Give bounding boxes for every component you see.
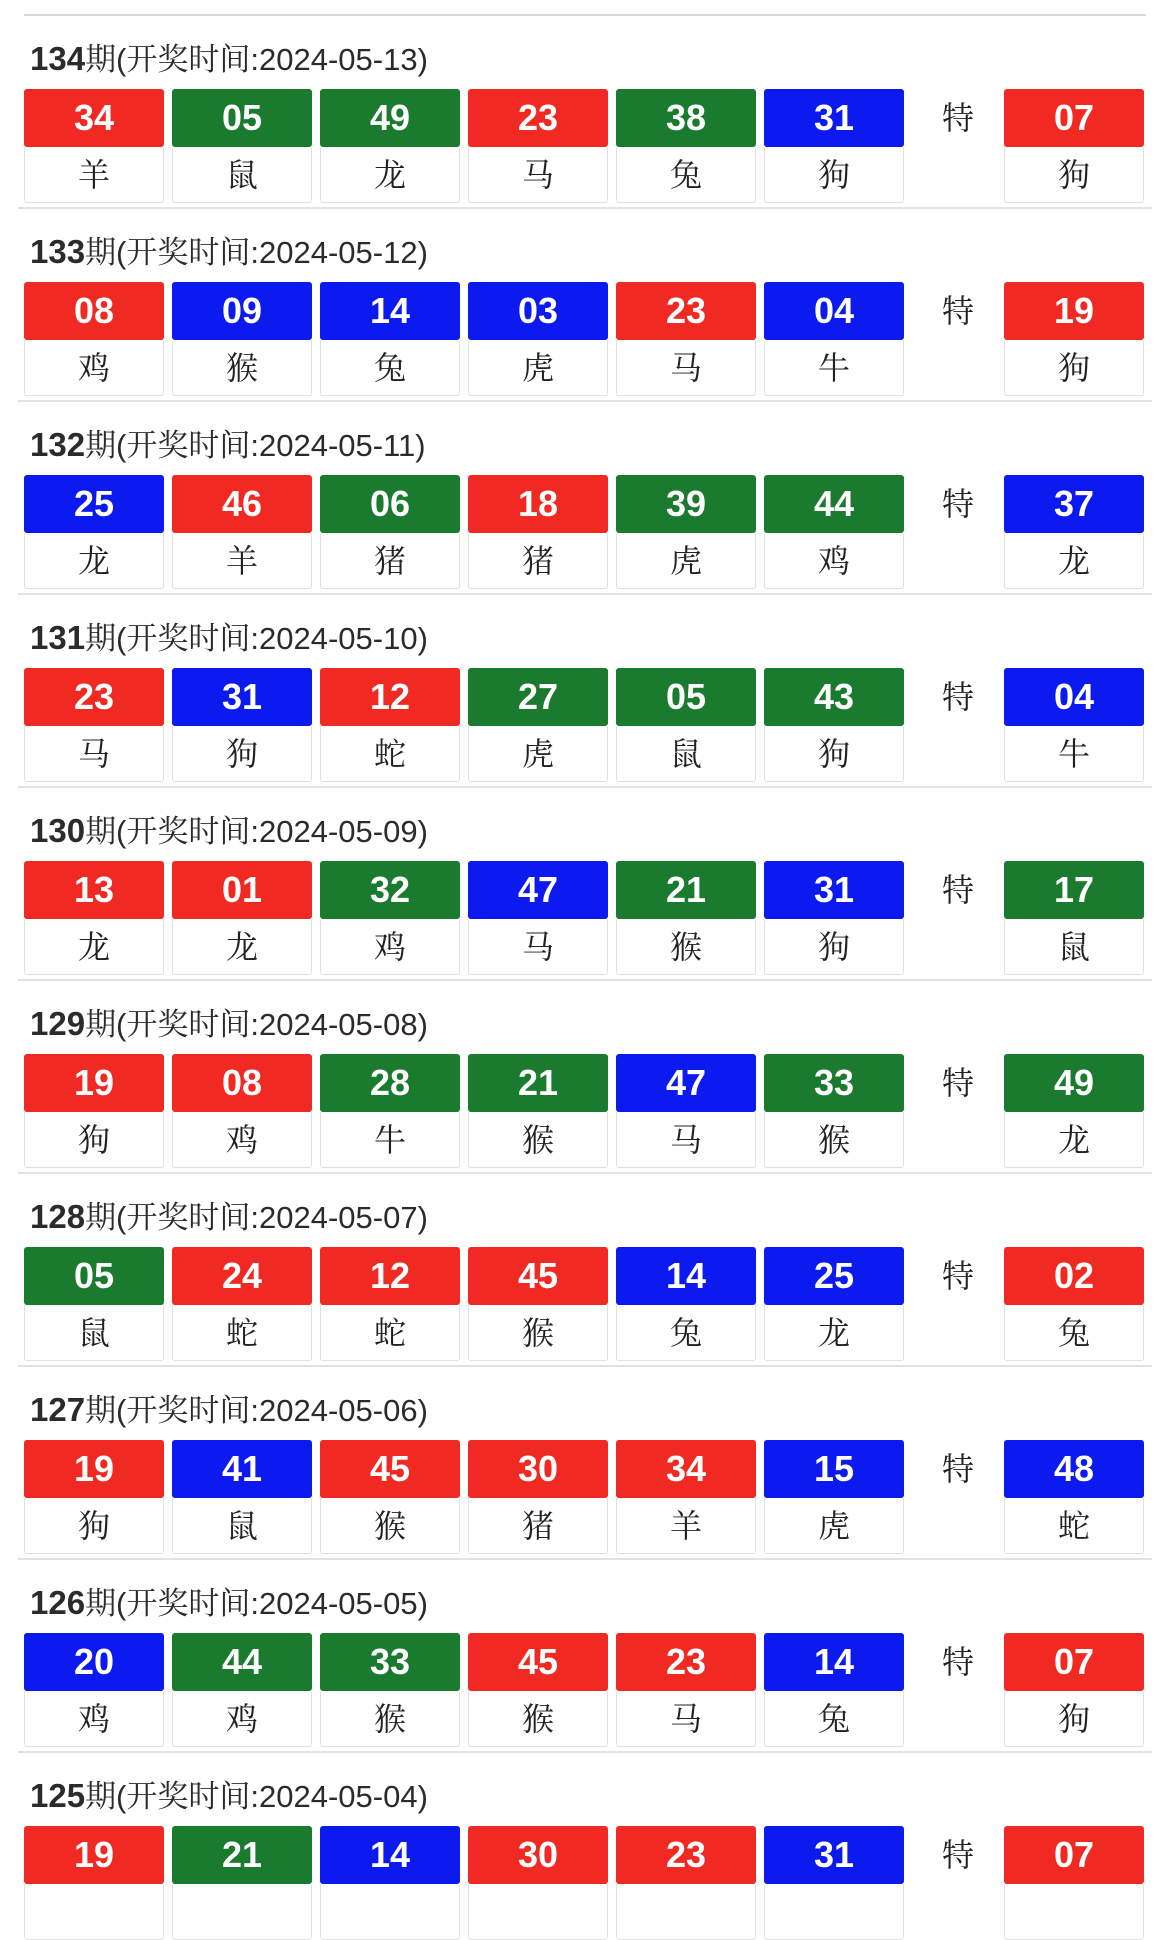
ball-zodiac: 龙 — [172, 919, 312, 975]
ball-number: 28 — [320, 1054, 460, 1112]
ball-zodiac: 鼠 — [172, 147, 312, 203]
draw-row — [18, 89, 1152, 203]
ball-zodiac: 狗 — [764, 919, 904, 975]
number-ball — [320, 1247, 460, 1361]
draw-title — [18, 1753, 1152, 1826]
ball-number: 46 — [172, 475, 312, 533]
ball-number: 09 — [172, 282, 312, 340]
number-ball — [24, 1054, 164, 1168]
draw-row — [18, 282, 1152, 396]
number-ball — [616, 1633, 756, 1747]
special-ball-number: 19 — [1004, 282, 1144, 340]
ball-zodiac: 兔 — [764, 1691, 904, 1747]
number-ball — [172, 1826, 312, 1940]
number-ball — [172, 89, 312, 203]
ball-zodiac: 猪 — [468, 533, 608, 589]
number-ball — [616, 1440, 756, 1554]
special-ball-zodiac: 龙 — [1004, 533, 1144, 589]
draw-block — [18, 1753, 1152, 1875]
ball-zodiac: 蛇 — [172, 1305, 312, 1361]
special-ball-number: 02 — [1004, 1247, 1144, 1305]
ball-number: 24 — [172, 1247, 312, 1305]
special-number-ball — [1004, 475, 1144, 589]
ball-zodiac: 马 — [616, 340, 756, 396]
ball-zodiac: 蛇 — [320, 1305, 460, 1361]
special-ball-number: 49 — [1004, 1054, 1144, 1112]
ball-zodiac: 猪 — [320, 533, 460, 589]
draw-title — [18, 595, 1152, 668]
ball-number: 31 — [764, 1826, 904, 1884]
ball-zodiac: 虎 — [616, 533, 756, 589]
draw-date-text: 期(开奖时间:2024-05-08) — [85, 1007, 428, 1042]
ball-zodiac: 猴 — [468, 1691, 608, 1747]
number-ball — [172, 1247, 312, 1361]
number-ball — [764, 1633, 904, 1747]
number-ball — [24, 282, 164, 396]
ball-zodiac: 兔 — [616, 147, 756, 203]
draw-date-text: 期(开奖时间:2024-05-12) — [85, 235, 428, 270]
ball-number: 34 — [616, 1440, 756, 1498]
ball-zodiac: 蛇 — [320, 726, 460, 782]
ball-number: 12 — [320, 1247, 460, 1305]
special-ball-zodiac: 牛 — [1004, 726, 1144, 782]
draw-issue-number: 127 — [30, 1391, 86, 1428]
number-ball — [172, 1440, 312, 1554]
ball-number: 30 — [468, 1826, 608, 1884]
number-ball — [468, 282, 608, 396]
ball-zodiac: 牛 — [320, 1112, 460, 1168]
ball-zodiac: 兔 — [320, 340, 460, 396]
number-ball — [764, 1247, 904, 1361]
ball-number: 33 — [320, 1633, 460, 1691]
ball-zodiac: 虎 — [764, 1498, 904, 1554]
ball-number: 18 — [468, 475, 608, 533]
number-ball — [320, 861, 460, 975]
number-ball — [172, 1633, 312, 1747]
number-ball — [468, 1247, 608, 1361]
draw-block — [18, 788, 1152, 981]
special-number-ball — [1004, 1247, 1144, 1361]
draw-title — [18, 788, 1152, 861]
draw-issue-number: 125 — [30, 1777, 86, 1814]
ball-zodiac: 鼠 — [172, 1498, 312, 1554]
draw-block — [18, 1560, 1152, 1753]
special-number-ball — [1004, 1054, 1144, 1168]
ball-number: 49 — [320, 89, 460, 147]
ball-number: 45 — [468, 1633, 608, 1691]
number-ball — [24, 1633, 164, 1747]
ball-number: 31 — [764, 861, 904, 919]
draw-row — [18, 1247, 1152, 1361]
number-ball — [172, 861, 312, 975]
ball-number: 05 — [616, 668, 756, 726]
ball-zodiac: 鸡 — [24, 340, 164, 396]
ball-zodiac: 龙 — [24, 919, 164, 975]
ball-zodiac: 猴 — [320, 1691, 460, 1747]
ball-number: 21 — [616, 861, 756, 919]
ball-zodiac: 兔 — [616, 1305, 756, 1361]
ball-number: 25 — [764, 1247, 904, 1305]
ball-number: 15 — [764, 1440, 904, 1498]
draw-title — [18, 1367, 1152, 1440]
draw-block — [18, 1174, 1152, 1367]
draw-date-text: 期(开奖时间:2024-05-05) — [85, 1586, 428, 1621]
draw-issue-number: 126 — [30, 1584, 86, 1621]
ball-number: 44 — [764, 475, 904, 533]
ball-number: 14 — [616, 1247, 756, 1305]
ball-zodiac — [616, 1884, 756, 1940]
special-ball-label: 特 — [941, 1258, 974, 1294]
ball-zodiac: 羊 — [172, 533, 312, 589]
number-ball — [764, 1440, 904, 1554]
number-ball — [468, 861, 608, 975]
draw-title — [18, 981, 1152, 1054]
number-ball — [616, 861, 756, 975]
ball-zodiac: 猴 — [616, 919, 756, 975]
ball-zodiac: 狗 — [764, 147, 904, 203]
special-ball-zodiac: 狗 — [1004, 147, 1144, 203]
ball-zodiac: 马 — [468, 919, 608, 975]
ball-zodiac: 龙 — [24, 533, 164, 589]
draw-date-text: 期(开奖时间:2024-05-06) — [85, 1393, 428, 1428]
ball-number: 25 — [24, 475, 164, 533]
ball-zodiac — [468, 1884, 608, 1940]
ball-zodiac: 鸡 — [764, 533, 904, 589]
ball-number: 08 — [172, 1054, 312, 1112]
ball-zodiac: 猴 — [468, 1112, 608, 1168]
special-number-ball — [1004, 668, 1144, 782]
draw-block — [18, 402, 1152, 595]
draw-block — [18, 595, 1152, 788]
special-ball-label: 特 — [941, 1837, 974, 1873]
ball-number: 04 — [764, 282, 904, 340]
ball-number: 12 — [320, 668, 460, 726]
ball-number: 34 — [24, 89, 164, 147]
ball-zodiac: 鼠 — [616, 726, 756, 782]
ball-number: 03 — [468, 282, 608, 340]
draw-row — [18, 668, 1152, 782]
draw-issue-number: 130 — [30, 812, 86, 849]
ball-number: 47 — [616, 1054, 756, 1112]
draw-block — [18, 1367, 1152, 1560]
special-ball-zodiac — [1004, 1884, 1144, 1940]
number-ball — [172, 668, 312, 782]
number-ball — [172, 475, 312, 589]
number-ball — [468, 1054, 608, 1168]
special-number-ball — [1004, 1440, 1144, 1554]
number-ball — [24, 1440, 164, 1554]
draw-date-text: 期(开奖时间:2024-05-10) — [85, 621, 428, 656]
number-ball — [764, 1826, 904, 1940]
draw-date-text: 期(开奖时间:2024-05-07) — [85, 1200, 428, 1235]
draw-date-text: 期(开奖时间:2024-05-04) — [85, 1779, 428, 1814]
ball-zodiac: 鸡 — [172, 1691, 312, 1747]
number-ball — [764, 668, 904, 782]
ball-number: 31 — [764, 89, 904, 147]
draw-title — [18, 402, 1152, 475]
number-ball — [616, 282, 756, 396]
special-number-ball — [1004, 282, 1144, 396]
ball-number: 38 — [616, 89, 756, 147]
ball-zodiac — [172, 1884, 312, 1940]
draw-row — [18, 861, 1152, 975]
ball-number: 21 — [468, 1054, 608, 1112]
number-ball — [764, 861, 904, 975]
ball-zodiac: 羊 — [616, 1498, 756, 1554]
ball-number: 19 — [24, 1826, 164, 1884]
ball-zodiac: 狗 — [764, 726, 904, 782]
draw-issue-number: 128 — [30, 1198, 86, 1235]
ball-number: 14 — [764, 1633, 904, 1691]
ball-number: 06 — [320, 475, 460, 533]
number-ball — [320, 475, 460, 589]
ball-number: 45 — [320, 1440, 460, 1498]
ball-number: 23 — [616, 282, 756, 340]
draw-block — [18, 209, 1152, 402]
number-ball — [468, 475, 608, 589]
special-ball-label: 特 — [941, 679, 974, 715]
ball-zodiac: 狗 — [172, 726, 312, 782]
ball-zodiac: 猴 — [468, 1305, 608, 1361]
number-ball — [172, 1054, 312, 1168]
special-ball-label: 特 — [941, 486, 974, 522]
number-ball — [468, 668, 608, 782]
special-ball-number: 07 — [1004, 1826, 1144, 1884]
draw-row — [18, 1440, 1152, 1554]
number-ball — [468, 89, 608, 203]
special-ball-label: 特 — [941, 1644, 974, 1680]
draw-issue-number: 132 — [30, 426, 86, 463]
draw-issue-number: 129 — [30, 1005, 86, 1042]
ball-zodiac — [764, 1884, 904, 1940]
draw-block — [18, 981, 1152, 1174]
number-ball — [24, 1247, 164, 1361]
ball-zodiac: 猪 — [468, 1498, 608, 1554]
number-ball — [764, 282, 904, 396]
special-ball-label: 特 — [941, 100, 974, 136]
ball-zodiac: 马 — [24, 726, 164, 782]
draw-date-text: 期(开奖时间:2024-05-11) — [85, 428, 426, 463]
ball-zodiac: 羊 — [24, 147, 164, 203]
special-ball-number: 07 — [1004, 89, 1144, 147]
number-ball — [616, 1054, 756, 1168]
draw-issue-number: 131 — [30, 619, 86, 656]
ball-number: 44 — [172, 1633, 312, 1691]
draw-list — [18, 16, 1152, 1875]
draw-row — [18, 475, 1152, 589]
special-ball-label: 特 — [941, 293, 974, 329]
ball-number: 23 — [616, 1826, 756, 1884]
number-ball — [468, 1826, 608, 1940]
ball-number: 45 — [468, 1247, 608, 1305]
number-ball — [24, 89, 164, 203]
ball-number: 47 — [468, 861, 608, 919]
number-ball — [320, 282, 460, 396]
ball-number: 01 — [172, 861, 312, 919]
ball-number: 05 — [24, 1247, 164, 1305]
special-ball-label: 特 — [941, 1065, 974, 1101]
ball-number: 13 — [24, 861, 164, 919]
number-ball — [320, 1054, 460, 1168]
number-ball — [320, 1826, 460, 1940]
draw-block — [18, 16, 1152, 209]
number-ball — [320, 1633, 460, 1747]
ball-zodiac: 牛 — [764, 340, 904, 396]
ball-zodiac: 马 — [616, 1112, 756, 1168]
special-ball-number: 04 — [1004, 668, 1144, 726]
number-ball — [616, 1247, 756, 1361]
draw-date-text: 期(开奖时间:2024-05-13) — [85, 42, 428, 77]
special-ball-zodiac: 龙 — [1004, 1112, 1144, 1168]
draw-title — [18, 1560, 1152, 1633]
ball-zodiac: 马 — [616, 1691, 756, 1747]
draw-row — [18, 1054, 1152, 1168]
draw-title — [18, 16, 1152, 89]
number-ball — [24, 861, 164, 975]
number-ball — [764, 1054, 904, 1168]
ball-zodiac: 龙 — [764, 1305, 904, 1361]
number-ball — [616, 668, 756, 782]
draw-row — [18, 1633, 1152, 1747]
number-ball — [616, 1826, 756, 1940]
number-ball — [764, 475, 904, 589]
ball-zodiac: 龙 — [320, 147, 460, 203]
special-number-ball — [1004, 1633, 1144, 1747]
special-ball-number: 07 — [1004, 1633, 1144, 1691]
special-ball-number: 48 — [1004, 1440, 1144, 1498]
ball-number: 32 — [320, 861, 460, 919]
draw-date-text: 期(开奖时间:2024-05-09) — [85, 814, 428, 849]
ball-number: 08 — [24, 282, 164, 340]
special-ball-zodiac: 蛇 — [1004, 1498, 1144, 1554]
ball-zodiac: 鼠 — [24, 1305, 164, 1361]
ball-zodiac — [24, 1884, 164, 1940]
ball-number: 23 — [468, 89, 608, 147]
ball-zodiac: 虎 — [468, 340, 608, 396]
ball-zodiac: 猴 — [172, 340, 312, 396]
ball-zodiac: 鸡 — [172, 1112, 312, 1168]
draw-issue-number: 133 — [30, 233, 86, 270]
ball-number: 05 — [172, 89, 312, 147]
ball-zodiac: 猴 — [764, 1112, 904, 1168]
ball-zodiac: 虎 — [468, 726, 608, 782]
ball-number: 14 — [320, 1826, 460, 1884]
draw-row — [18, 1826, 1152, 1940]
draw-title — [18, 209, 1152, 282]
ball-zodiac: 鸡 — [24, 1691, 164, 1747]
special-ball-zodiac: 兔 — [1004, 1305, 1144, 1361]
special-ball-zodiac: 狗 — [1004, 1691, 1144, 1747]
ball-number: 30 — [468, 1440, 608, 1498]
special-ball-label: 特 — [941, 1451, 974, 1487]
ball-zodiac: 猴 — [320, 1498, 460, 1554]
ball-number: 23 — [24, 668, 164, 726]
ball-number: 33 — [764, 1054, 904, 1112]
number-ball — [468, 1440, 608, 1554]
ball-zodiac — [320, 1884, 460, 1940]
ball-number: 21 — [172, 1826, 312, 1884]
number-ball — [764, 89, 904, 203]
ball-number: 43 — [764, 668, 904, 726]
special-ball-label: 特 — [941, 872, 974, 908]
special-number-ball — [1004, 89, 1144, 203]
number-ball — [24, 475, 164, 589]
ball-number: 39 — [616, 475, 756, 533]
top-divider — [24, 0, 1146, 16]
ball-number: 41 — [172, 1440, 312, 1498]
number-ball — [616, 89, 756, 203]
ball-number: 14 — [320, 282, 460, 340]
ball-number: 27 — [468, 668, 608, 726]
special-number-ball — [1004, 861, 1144, 975]
special-ball-number: 37 — [1004, 475, 1144, 533]
draw-title — [18, 1174, 1152, 1247]
ball-number: 23 — [616, 1633, 756, 1691]
number-ball — [172, 282, 312, 396]
number-ball — [24, 1826, 164, 1940]
ball-number: 19 — [24, 1440, 164, 1498]
ball-number: 20 — [24, 1633, 164, 1691]
special-ball-zodiac: 狗 — [1004, 340, 1144, 396]
number-ball — [320, 668, 460, 782]
special-ball-zodiac: 鼠 — [1004, 919, 1144, 975]
ball-zodiac: 马 — [468, 147, 608, 203]
number-ball — [320, 1440, 460, 1554]
ball-zodiac: 狗 — [24, 1112, 164, 1168]
ball-zodiac: 狗 — [24, 1498, 164, 1554]
draw-issue-number: 134 — [30, 40, 86, 77]
ball-zodiac: 鸡 — [320, 919, 460, 975]
ball-number: 19 — [24, 1054, 164, 1112]
number-ball — [468, 1633, 608, 1747]
special-number-ball — [1004, 1826, 1144, 1940]
special-ball-number: 17 — [1004, 861, 1144, 919]
number-ball — [320, 89, 460, 203]
number-ball — [24, 668, 164, 782]
number-ball — [616, 475, 756, 589]
ball-number: 31 — [172, 668, 312, 726]
